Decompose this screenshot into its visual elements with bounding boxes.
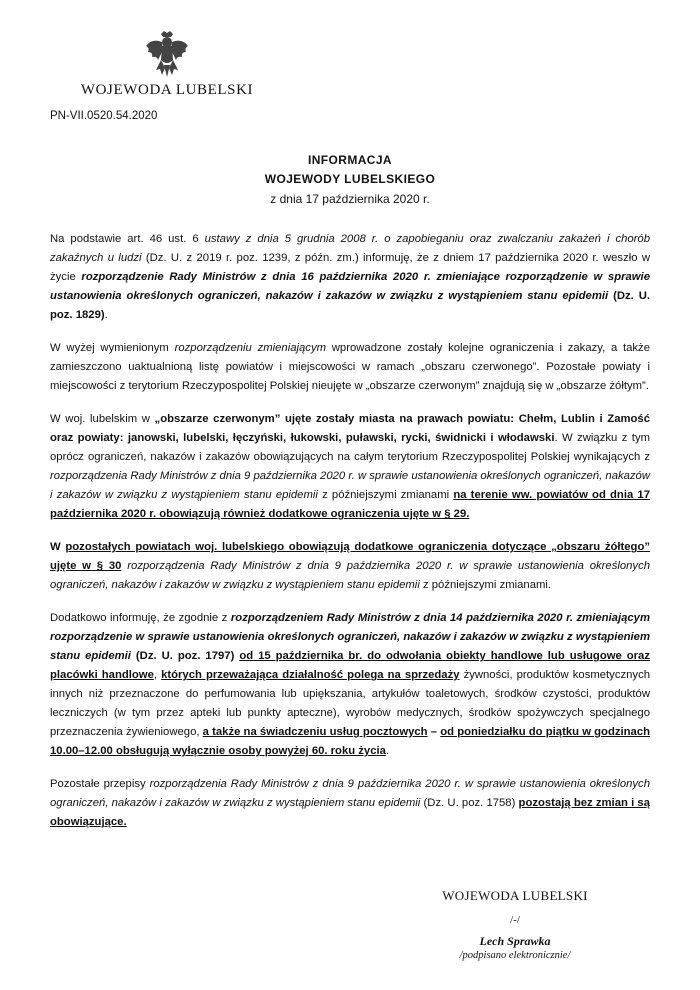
signatory-name: Lech Sprawka [479, 934, 551, 948]
paragraph-1: Na podstawie art. 46 ust. 6 ustawy z dnia 5 grudnia 2008 r. o zapobieganiu oraz zwalczaniu zakażeń i chorób zakaźnych u ludzi (Dz. U. z 2019 r. poz. 1239, z późn. zm.) informuję, że z dniem 17 października 2020 r. weszło w życie rozporządzenie Rady Ministrów z dnia 16 października 2020 r. zmieniające rozporządzenie w sprawie ustanowienia określonych ograniczeń, nakazów i zakazów w związku z wystąpieniem stanu epidemii (Dz. U. poz. 1829). [50, 233, 651, 321]
signature-role: WOJEWODA LUBELSKI [442, 888, 588, 903]
signature-note: /podpisano elektronicznie/ [459, 950, 571, 961]
eagle-emblem-icon [144, 30, 190, 78]
institution-name: WOJEWODA LUBELSKI [80, 82, 254, 98]
paragraph-2: W wyżej wymienionym rozporządzeniu zmieniającym wprowadzone zostały kolejne ograniczenia i zakazy, a także zamieszczono uaktualnioną listę powiatów i miejscowości w ramach „obszaru czerwonego”. Pozostałe powiaty i miejscowości z terytorium Rzeczypospolitej Polskiej nieujęte w „obszarze czerwonym” znajdują się w „obszarze żółtym”. [50, 342, 650, 392]
document-body [50, 230, 650, 846]
paragraph-4: W pozostałych powiatach woj. lubelskiego obowiązują dodatkowe ograniczenia dotyczące „obszaru żółtego” ujęte w § 30 rozporządzenia Rady Ministrów z dnia 9 października 2020 r. w sprawie ustanowienia określonych ograniczeń, nakazów i zakazów w związku z wystąpieniem stanu epidemii z późniejszymi zmianami. [50, 541, 651, 591]
document-date: z dnia 17 października 2020 r. [270, 192, 430, 206]
signature-mark: /-/ [510, 914, 520, 926]
document-title: INFORMACJA [308, 153, 392, 167]
paragraph-5: Dodatkowo informuję, że zgodnie z rozporządzeniem Rady Ministrów z dnia 14 października 2020 r. zmieniającym rozporządzenie w sprawie ustanowienia określonych ograniczeń, nakazów i zakazów w związku z wystąpieniem stanu epidemii (Dz. U. poz. 1797) od 15 października br. do odwołania obiekty handlowe lub usługowe oraz placówki handlowe, których przeważająca działalność polega na sprzedaży żywności, produktów kosmetycznych innych niż przeznaczone do perfumowania lub upiększania, artykułów toaletowych, środków czystości, produktów leczniczych (w tym przez apteki lub punkty apteczne), wyrobów medycznych, środków spożywczych specjalnego przeznaczenia żywieniowego, a także na świadczeniu usług pocztowych – od poniedziałku do piątku w godzinach 10.00–12.00 obsługują wyłącznie osoby powyżej 60. roku życia. [50, 612, 651, 757]
document-subtitle: WOJEWODY LUBELSKIEGO [264, 172, 436, 186]
paragraph-6: Pozostałe przepisy rozporządzenia Rady Ministrów z dnia 9 października 2020 r. w sprawie ustanowienia określonych ograniczeń, nakazów i zakazów w związku z wystąpieniem stanu epidemii (Dz. U. poz. 1758) pozostają bez zmian i są obowiązujące. [50, 778, 650, 828]
reference-number: PN-VII.0520.54.2020 [50, 110, 158, 122]
paragraph-3: W woj. lubelskim w „obszarze czerwonym” ujęte zostały miasta na prawach powiatu: Chełm, Lublin i Zamość oraz powiaty: janowski, lubelski, łęczyński, łukowski, puławski, rycki, świdnicki i włodawski. W związku z tym oprócz ograniczeń, nakazów i zakazów obowiązujących na całym terytorium Rzeczypospolitej Polskiej wynikających z rozporządzenia Rady Ministrów z dnia 9 października 2020 r. w sprawie ustanowienia określonych ograniczeń, nakazów i zakazów w związku z wystąpieniem stanu epidemii z późniejszymi zmianami na terenie ww. powiatów od dnia 17 października 2020 r. obowiązują również dodatkowe ograniczenia ujęte w § 29. [50, 413, 651, 520]
signature-block [440, 888, 590, 961]
letterhead [62, 30, 272, 99]
